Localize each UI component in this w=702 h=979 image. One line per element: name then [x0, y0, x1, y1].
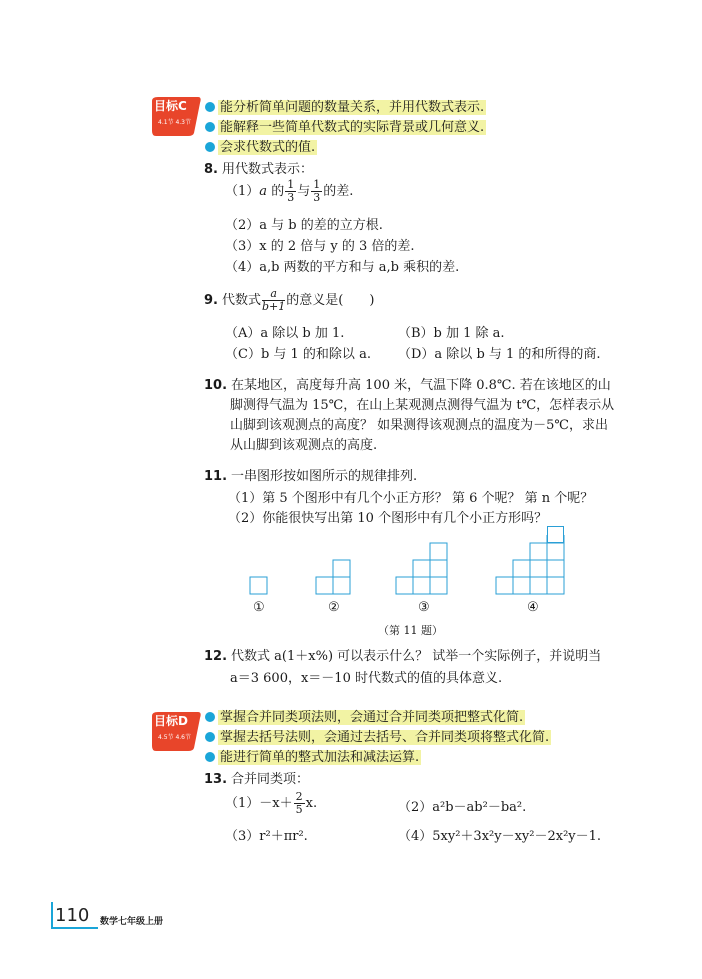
fig2-square [333, 577, 350, 594]
q8-part-3: （3）x 的 2 倍与 y 的 3 倍的差. [225, 239, 415, 254]
fig3-square [413, 577, 430, 594]
frac-den: 3 [287, 191, 295, 204]
q9-option-c[interactable]: （C）b 与 1 的和除以 a. [225, 347, 371, 362]
q11-number: 11. [204, 469, 228, 484]
q13-fraction [294, 791, 305, 816]
frac-num: 1 [287, 178, 295, 191]
bullet-icon [205, 122, 215, 132]
fig-label-1: ① [253, 600, 265, 615]
frac-num: 2 [295, 790, 303, 803]
q8-part-4: （4）a,b 两数的平方和与 a,b 乘积的差. [225, 260, 460, 275]
goal-c-item-3 [205, 136, 317, 155]
goal-d-badge-label: 目标D [154, 714, 188, 728]
q11-part-2: （2）你能很快写出第 10 个图形中有几个小正方形吗？ [228, 511, 548, 526]
q8-stem-text: 用代数式表示： [221, 162, 313, 177]
bullet-icon [205, 712, 215, 722]
q13-part-1 [225, 791, 317, 816]
goal-c-item-2 [205, 116, 486, 135]
fig4-square [530, 577, 547, 594]
goal-c-text-1: 能分析简单问题的数量关系，并用代数式表示. [220, 100, 485, 115]
goal-d-badge [150, 710, 200, 750]
goal-d-text-1: 掌握合并同类项法则，会通过合并同类项把整式化简. [220, 710, 524, 725]
q10-number: 10. [204, 378, 228, 393]
q10-line-3: 山脚到该观测点的高度？ 如果测得该观测点的温度为－5℃，求出 [230, 418, 608, 433]
fig4-square [513, 560, 530, 577]
q8-number: 8. [204, 162, 218, 177]
fig3-square [430, 543, 447, 560]
q12-line-2: a＝3 600，x＝－10 时代数式的值的具体意义. [230, 671, 503, 686]
fig3-square [413, 560, 430, 577]
q13-p1-pre: （1）－x＋ [225, 796, 293, 811]
q12-line-1 [204, 645, 601, 664]
q9-stem [204, 288, 374, 313]
q9-option-a[interactable]: （A）a 除以 b 加 1. [225, 326, 345, 341]
fig4-square [530, 560, 547, 577]
fig4-square [496, 577, 513, 594]
q11-stem [204, 465, 417, 484]
fig-label-2: ② [328, 600, 340, 615]
fig2-square [316, 577, 333, 594]
goal-c-badge [150, 95, 200, 135]
q8-part-2: （2）a 与 b 的差的立方根. [225, 218, 383, 233]
q9-fraction [262, 288, 285, 313]
q12-text-1: 代数式 a(1＋x%) 可以表示什么？ 试举一个实际例子，并说明当 [231, 649, 602, 664]
bullet-icon [205, 752, 215, 762]
q10-line-4: 从山脚到该观测点的高度. [230, 438, 378, 453]
book-title: 数学七年级上册 [100, 917, 164, 927]
bullet-icon [205, 732, 215, 742]
frac-num: a [262, 288, 285, 301]
q8-p1-end: 的差. [323, 184, 354, 199]
q10-line-1 [204, 374, 611, 393]
goal-d-badge-sub: 4.5节 4.6节 [158, 734, 191, 741]
q10-text-1: 在某地区，高度每升高 100 米，气温下降 0.8℃. 若在该地区的山 [231, 378, 611, 393]
q8-frac-2 [311, 179, 322, 204]
bullet-icon [205, 102, 215, 112]
fig4-square [530, 543, 547, 560]
fig2-square [333, 560, 350, 577]
q13-stem [204, 768, 309, 787]
fig3-square [430, 560, 447, 577]
q11-figure [240, 535, 580, 597]
fig4-square [547, 543, 564, 560]
goal-d-item-3 [205, 746, 421, 765]
fig-label-3: ③ [418, 600, 430, 615]
q9-number: 9. [204, 293, 218, 308]
q10-line-2: 脚测得气温为 15℃，在山上某观测点测得气温为 t℃，怎样表示从 [230, 398, 615, 413]
q12-number: 12. [204, 649, 228, 664]
fig3-square [430, 577, 447, 594]
fig4-square [548, 527, 564, 543]
q13-stem-text: 合并同类项： [231, 772, 310, 787]
goal-c-text-2: 能解释一些简单代数式的实际背景或几何意义. [220, 120, 485, 135]
fig4-square [547, 577, 564, 594]
goal-d-text-3: 能进行简单的整式加法和减法运算. [220, 750, 420, 765]
goal-d-item-1 [205, 706, 525, 725]
q9-option-d[interactable]: （D）a 除以 b 与 1 的和所得的商. [398, 347, 601, 362]
q8-stem [204, 158, 313, 177]
goal-d-text-2: 掌握去括号法则，会通过去括号、合并同类项将整式化简. [220, 730, 550, 745]
q13-part-4: （4）5xy²＋3x²y－xy²－2x²y－1. [398, 829, 602, 844]
goal-c-item-1 [205, 96, 486, 115]
q11-stem-text: 一串图形按如图所示的规律排列. [231, 469, 418, 484]
fig1-square [250, 577, 267, 594]
frac-den: 3 [313, 191, 321, 204]
bullet-icon [205, 142, 215, 152]
q8-part-1 [225, 179, 353, 204]
q8-frac-1 [285, 179, 296, 204]
q11-figure-4-top [547, 526, 564, 544]
page-number: 110 [55, 905, 90, 926]
goal-c-badge-sub: 4.1节 4.3节 [158, 119, 191, 126]
q8-p1-of: 的 [271, 184, 285, 199]
q13-part-3: （3）r²＋πr². [225, 829, 308, 844]
frac-den: 5 [295, 803, 303, 816]
frac-num: 1 [313, 178, 321, 191]
q8-p1-var: a [259, 184, 268, 199]
fig-label-4: ④ [527, 600, 539, 615]
q13-number: 13. [204, 772, 228, 787]
q9-pre: 代数式 [221, 293, 261, 308]
q8-p1-label: （1） [225, 184, 260, 199]
fig4-square [513, 577, 530, 594]
q13-p1-post: x. [305, 796, 318, 811]
fig4-square [547, 560, 564, 577]
q13-part-2: （2）a²b－ab²－ba². [398, 800, 527, 815]
goal-d-item-2 [205, 726, 551, 745]
goal-c-text-3: 会求代数式的值. [220, 140, 316, 155]
q9-option-b[interactable]: （B）b 加 1 除 a. [398, 326, 505, 341]
q8-p1-and: 与 [297, 184, 311, 199]
frac-den: b+1 [262, 300, 286, 313]
fig3-square [396, 577, 413, 594]
goal-c-badge-label: 目标C [154, 99, 187, 113]
q11-part-1: （1）第 5 个图形中有几个小正方形？ 第 6 个呢？ 第 n 个呢？ [228, 491, 594, 506]
q9-post: 的意义是( ) [286, 293, 375, 308]
q11-caption: （第 11 题） [378, 624, 443, 637]
